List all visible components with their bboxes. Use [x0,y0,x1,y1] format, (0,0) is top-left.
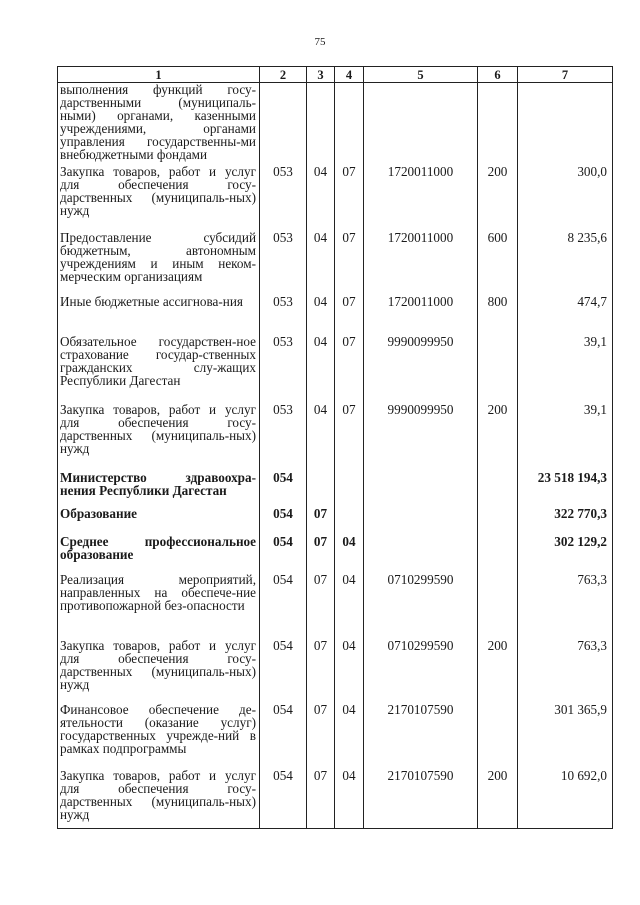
row-code-ministry: 054 [260,471,307,507]
row-description: Закупка товаров, работ и услуг для обеспечения госу-дарственных (муниципаль-ных) нужд [58,403,260,471]
row-code-section: 07 [307,703,335,769]
table-row [58,535,613,573]
row-description: Образование [58,507,260,535]
row-amount: 10 692,0 [518,769,613,829]
row-description: Министерство здравоохра-нения Республики Дагестан [58,471,260,507]
table-row [58,335,613,403]
row-description: Иные бюджетные ассигнова-ния [58,295,260,335]
row-amount: 23 518 194,3 [518,471,613,507]
row-code-subsection: 04 [335,573,364,639]
row-code-ministry: 054 [260,639,307,703]
row-code-target-article [364,507,478,535]
row-description: Среднее профессиональное образование [58,535,260,573]
row-amount: 300,0 [518,165,613,231]
row-amount: 763,3 [518,639,613,703]
row-code-target-article [364,83,478,165]
row-amount: 301 365,9 [518,703,613,769]
table-row [58,507,613,535]
column-header-5: 5 [364,67,478,83]
row-code-subsection: 07 [335,231,364,295]
row-code-ministry: 054 [260,703,307,769]
column-header-1: 1 [58,67,260,83]
row-amount: 39,1 [518,335,613,403]
row-code-section: 04 [307,231,335,295]
row-code-expense-type [478,83,518,165]
row-code-section: 04 [307,295,335,335]
column-header-7: 7 [518,67,613,83]
row-code-expense-type: 600 [478,231,518,295]
row-code-ministry: 054 [260,535,307,573]
row-description: Закупка товаров, работ и услуг для обеспечения госу-дарственных (муниципаль-ных) нужд [58,639,260,703]
row-code-section: 07 [307,535,335,573]
row-code-section: 04 [307,165,335,231]
row-code-ministry [260,83,307,165]
table-row [58,231,613,295]
row-code-expense-type [478,535,518,573]
budget-table [57,66,613,829]
row-code-target-article: 1720011000 [364,165,478,231]
table-row [58,403,613,471]
row-code-subsection [335,83,364,165]
row-code-target-article: 2170107590 [364,703,478,769]
row-code-ministry: 053 [260,231,307,295]
table-row [58,83,613,165]
row-amount: 39,1 [518,403,613,471]
row-code-ministry: 053 [260,403,307,471]
row-code-subsection: 04 [335,535,364,573]
row-code-expense-type [478,335,518,403]
row-code-expense-type [478,471,518,507]
row-code-expense-type: 200 [478,403,518,471]
row-code-ministry: 054 [260,573,307,639]
row-description: Реализация мероприятий, направленных на обеспече-ние противопожарной без-опасности [58,573,260,639]
row-code-expense-type: 200 [478,639,518,703]
row-code-subsection: 04 [335,639,364,703]
row-code-ministry: 053 [260,335,307,403]
row-amount: 322 770,3 [518,507,613,535]
row-code-section: 04 [307,403,335,471]
column-header-4: 4 [335,67,364,83]
row-code-section: 07 [307,507,335,535]
row-code-target-article: 9990099950 [364,335,478,403]
row-code-section [307,83,335,165]
row-code-section: 07 [307,639,335,703]
row-code-expense-type: 200 [478,769,518,829]
row-code-expense-type: 800 [478,295,518,335]
row-code-expense-type [478,507,518,535]
row-description: Закупка товаров, работ и услуг для обеспечения госу-дарственных (муниципаль-ных) нужд [58,769,260,829]
row-amount: 474,7 [518,295,613,335]
row-code-ministry: 053 [260,295,307,335]
row-code-target-article: 2170107590 [364,769,478,829]
row-code-target-article: 0710299590 [364,573,478,639]
row-code-expense-type [478,703,518,769]
row-code-subsection: 07 [335,165,364,231]
row-amount: 8 235,6 [518,231,613,295]
column-header-6: 6 [478,67,518,83]
row-code-subsection: 07 [335,295,364,335]
table-row [58,295,613,335]
row-code-subsection: 04 [335,703,364,769]
row-amount [518,83,613,165]
row-amount: 302 129,2 [518,535,613,573]
table-header-row [58,67,613,83]
row-code-subsection [335,507,364,535]
row-description: Закупка товаров, работ и услуг для обеспечения госу-дарственных (муниципаль-ных) нужд [58,165,260,231]
row-description: Финансовое обеспечение де-ятельности (оказание услуг) государственных учрежде-ний в рамках подпрограммы [58,703,260,769]
row-description: Обязательное государствен-ное страхование государ-ственных гражданских слу-жащих Республики Дагестан [58,335,260,403]
row-code-target-article [364,471,478,507]
row-code-subsection [335,471,364,507]
row-code-subsection: 04 [335,769,364,829]
row-code-target-article: 1720011000 [364,295,478,335]
table-row [58,769,613,829]
row-code-section: 07 [307,769,335,829]
row-code-target-article: 0710299590 [364,639,478,703]
table-row [58,573,613,639]
row-code-expense-type: 200 [478,165,518,231]
row-code-subsection: 07 [335,335,364,403]
row-code-section: 04 [307,335,335,403]
row-description: Предоставление субсидий бюджетным, автономным учреждениям и иным неком-мерческим организациям [58,231,260,295]
column-header-2: 2 [260,67,307,83]
column-header-3: 3 [307,67,335,83]
table-row [58,639,613,703]
page-number: 75 [314,36,326,48]
table-row [58,703,613,769]
row-code-section: 07 [307,573,335,639]
row-code-ministry: 053 [260,165,307,231]
row-code-subsection: 07 [335,403,364,471]
row-description: выполнения функций госу-дарственными (муниципаль-ными) органами, казенными учреждениями, органами управления государственны-ми внебюджетными фондами [58,83,260,165]
table-row [58,471,613,507]
row-amount: 763,3 [518,573,613,639]
row-code-section [307,471,335,507]
row-code-ministry: 054 [260,507,307,535]
row-code-target-article [364,535,478,573]
row-code-target-article: 1720011000 [364,231,478,295]
row-code-target-article: 9990099950 [364,403,478,471]
row-code-ministry: 054 [260,769,307,829]
row-code-expense-type [478,573,518,639]
table-body [58,83,613,829]
table-row [58,165,613,231]
